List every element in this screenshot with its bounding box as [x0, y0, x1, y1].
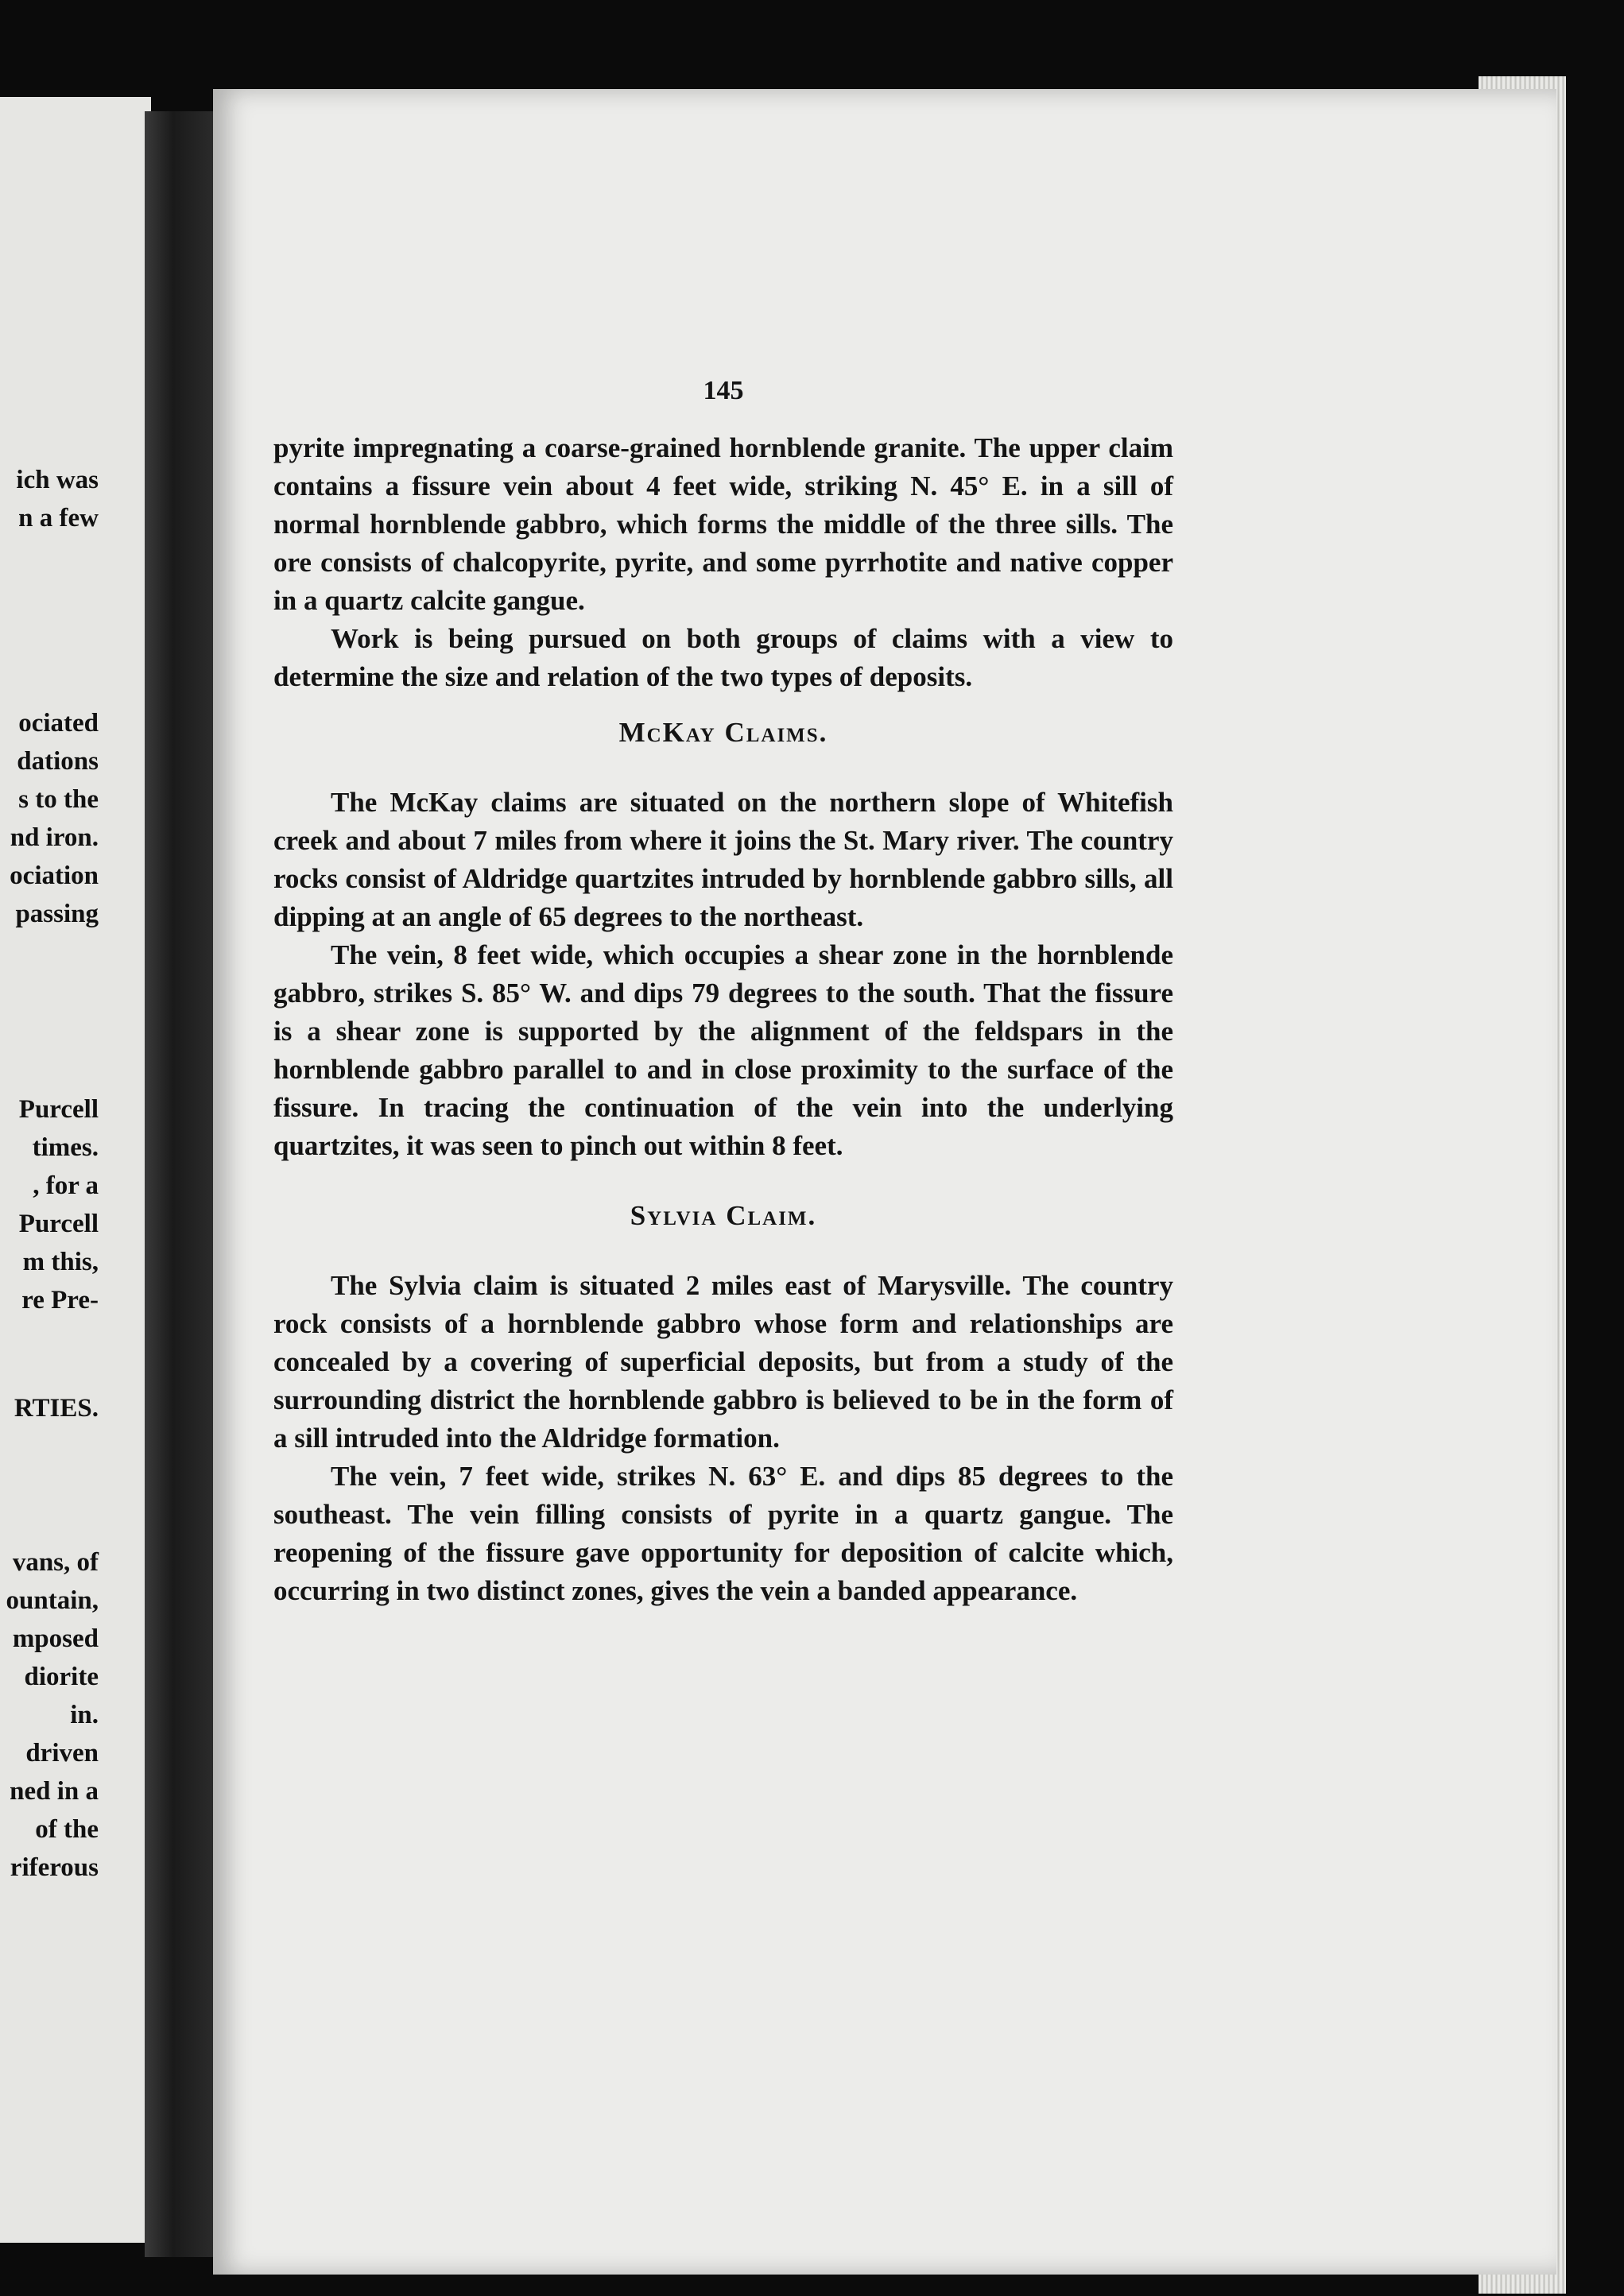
facing-page-fragment: Purcell [18, 1095, 99, 1124]
paragraph: The vein, 7 feet wide, strikes N. 63° E. and dips 85 degrees to the southeast. The vein filling consists of pyrite in a quartz gangue. The reopening of the fissure gave opportunity for deposition of calcite which, occurring in two distinct zones, gives the vein a banded appearance. [273, 1461, 1173, 1606]
paragraph: The McKay claims are situated on the northern slope of Whitefish creek and about 7 miles from where it joins the St. Mary river. The country rocks consist of Aldridge quartzites intruded by hornblende gabbro sills, all dipping at an angle of 65 degrees to the northeast. [273, 787, 1173, 932]
paragraph: pyrite impregnating a coarse-grained hornblende granite. The upper claim contains a fissure vein about 4 feet wide, striking N. 45° E. in a sill of normal hornblende gabbro, which forms the middle of the three sills. The ore consists of chalcopyrite, pyrite, and some pyrrhotite and native copper in a quartz calcite gangue. [273, 432, 1173, 616]
page-number: 145 [703, 376, 744, 405]
paragraph: Work is being pursued on both groups of claims with a view to determine the size and relation of the two types of deposits. [273, 623, 1173, 692]
facing-page-fragment: re Pre- [21, 1286, 99, 1314]
facing-page-fragment: of the [35, 1815, 99, 1844]
facing-page-fragment: RTIES. [14, 1394, 99, 1423]
facing-page-fragment: dations [17, 747, 99, 776]
facing-page-fragment: in. [70, 1701, 99, 1729]
facing-page-fragment: ich was [16, 466, 99, 494]
section-heading-sylvia-claim: Sylvia Claim. [630, 1200, 817, 1231]
facing-page-fragment: ned in a [10, 1777, 99, 1806]
facing-page-fragment: vans, of [12, 1548, 99, 1577]
page-text [273, 372, 1173, 1610]
facing-page-fragment: ociated [18, 709, 99, 738]
facing-page-fragment: ociation [10, 861, 99, 890]
facing-page-fragment: diorite [24, 1663, 99, 1691]
facing-page-fragment: times. [32, 1133, 99, 1162]
facing-page-fragment: driven [25, 1739, 99, 1767]
facing-page-fragment: , for a [33, 1171, 99, 1200]
book-gutter [145, 111, 216, 2257]
facing-page-fragment: m this, [22, 1248, 99, 1276]
facing-page-fragment: Purcell [18, 1210, 99, 1238]
facing-page-fragment: passing [15, 900, 99, 928]
section-heading-mckay-claims: McKay Claims. [618, 717, 828, 748]
paragraph: The Sylvia claim is situated 2 miles east of Marysville. The country rock consists of a hornblende gabbro whose form and relationships are concealed by a covering of superficial deposits, but from a study of the surrounding district the hornblende gabbro is believed to be in the form of a sill intruded into the Aldridge formation. [273, 1270, 1173, 1454]
paragraph: The vein, 8 feet wide, which occupies a shear zone in the hornblende gabbro, strikes S. 85° W. and dips 79 degrees to the south. That the fissure is a shear zone is supported by the alignment of the feldspars in the hornblende gabbro parallel to and in close proximity to the surface of the fissure. In tracing the continuation of the vein into the underlying quartzites, it was seen to pinch out within 8 feet. [273, 939, 1173, 1161]
facing-page-fragment: s to the [18, 785, 99, 814]
facing-page-fragment: nd iron. [10, 823, 99, 852]
facing-page-fragment: riferous [10, 1853, 99, 1882]
facing-page-fragment: ountain, [6, 1586, 99, 1615]
facing-page [0, 97, 151, 2243]
facing-page-fragment: n a few [18, 504, 99, 532]
facing-page-fragment: mposed [12, 1624, 99, 1653]
